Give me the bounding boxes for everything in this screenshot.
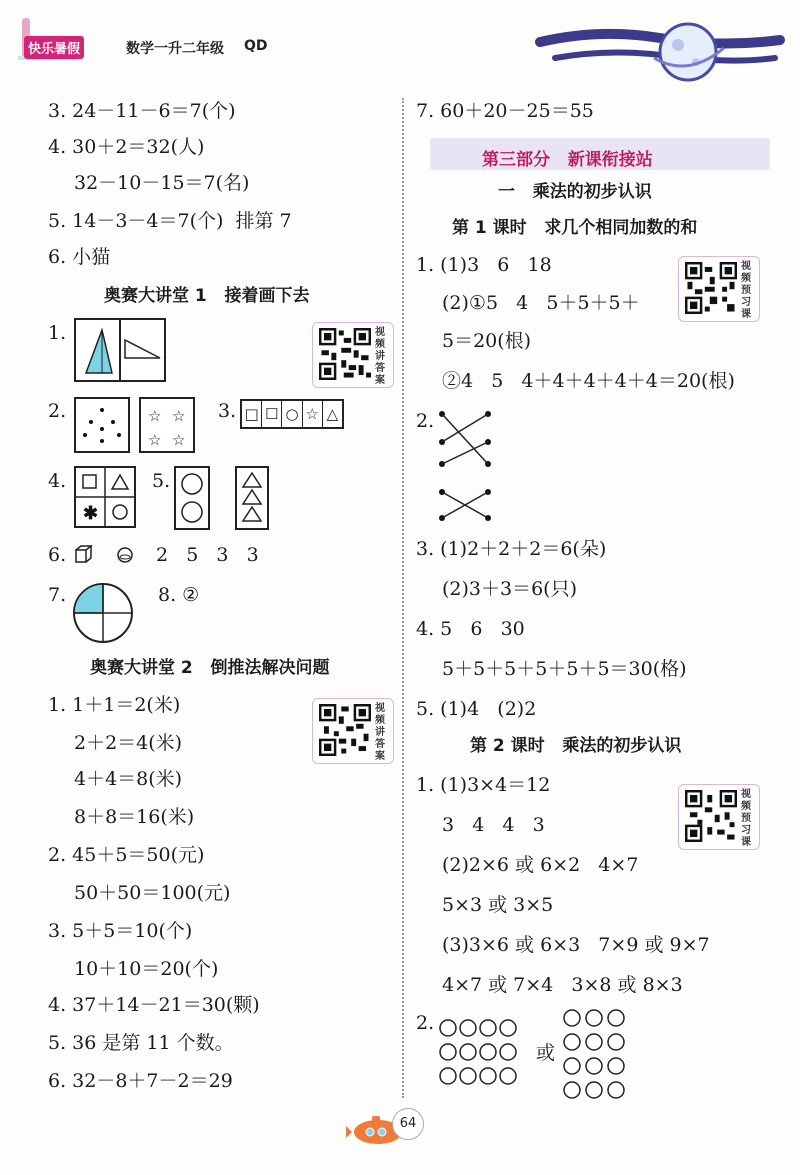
olympiad2-1a: 1. 1＋1＝2(米) [48,694,181,716]
lesson-2-title: 第 2 课时 乘法的初步认识 [470,736,682,756]
lesson1-q1d: ②4 5 4＋4＋4＋4＋4＝20(根) [442,370,735,392]
header-subtitle: 数学一升二年级 [126,41,224,57]
olympiad1-q7-number: 7. [48,584,67,606]
olympiad1-q8-answer: 8. ② [158,584,200,606]
olympiad2-1c: 4＋4＝8(米) [74,768,183,790]
olympiad1-q3-sequence [240,399,344,429]
svg-text:✱: ✱ [83,503,99,524]
column-divider [402,98,404,1098]
lesson1-q1a: 1. (1)3 6 18 [416,254,552,276]
lesson1-q1b: (2)①5 4 5＋5＋5＋ [442,292,640,314]
olympiad2-5: 5. 36 是第 11 个数。 [48,1032,234,1054]
qr-code [319,328,371,380]
olympiad2-3a: 3. 5＋5＝10(个) [48,920,193,942]
olympiad2-4: 4. 37＋14－21＝30(颗) [48,994,260,1016]
part-title: 第三部分 新课衔接站 [482,150,653,170]
answer-5: 5. 14－3－4＝7(个) 排第 7 [48,210,292,232]
qr-code [685,790,737,842]
lesson1-q5: 5. (1)4 (2)2 [416,698,537,720]
olympiad1-q3-number: 3. [218,400,237,422]
olympiad1-q6-number: 6. [48,544,67,566]
lesson2-q1c: (2)2×6 或 6×2 4×7 [442,854,639,876]
circle-icon: ○ [282,401,302,427]
olympiad1-q5-figure [174,466,274,530]
olympiad2-6: 6. 32－8＋7－2＝29 [48,1070,233,1092]
olympiad2-1d: 8＋8＝16(米) [74,806,195,828]
qr-label: 视频讲答案 [375,327,385,386]
qr-video-preview-1[interactable] [678,256,760,322]
qr-label: 视频讲答案 [375,703,385,762]
olympiad2-2b: 50＋50＝100(元) [74,882,231,904]
lesson1-q4a: 4. 5 6 30 [416,618,525,640]
olympiad1-q4-number: 4. [48,470,67,492]
lesson2-q2-circle-array-3x4 [562,1008,632,1100]
square-icon: □ [242,401,262,427]
lesson-1-title: 第 1 课时 求几个相同加数的和 [452,218,698,238]
lesson1-q2-number: 2. [416,410,435,432]
qr-code [319,704,371,756]
lesson1-q2-matching-figure [436,408,496,524]
lesson1-q4b: 5＋5＋5＋5＋5＋5＝30(格) [442,658,687,680]
lesson1-q3b: (2)3＋3＝6(只) [442,578,578,600]
answer-4b: 32－10－15＝7(名) [74,172,250,194]
olympiad1-q7-circle-figure [72,582,134,644]
answer-4a: 4. 30＋2＝32(人) [48,136,205,158]
lesson2-q1d: 5×3 或 3×5 [442,894,554,916]
cylinder-icon [116,546,134,564]
svg-text:☆: ☆ [172,431,186,449]
section-title-olympiad-1: 奥赛大讲堂 1 接着画下去 [104,286,310,306]
header-code: QD [244,38,268,54]
lesson1-q3a: 3. (1)2＋2＋2＝6(朵) [416,538,607,560]
header [0,0,800,90]
lesson1-q1c: 5＝20(根) [442,330,532,352]
unit-title: 一 乘法的初步认识 [498,182,652,202]
qr-code [685,262,737,314]
olympiad1-q1-figure [74,318,166,382]
lesson2-q2-number: 2. [416,1012,435,1034]
lesson2-q1a: 1. (1)3×4＝12 [416,774,551,796]
lesson2-q2-circle-array-4x3 [438,1018,528,1088]
lesson2-q1f: 4×7 或 7×4 3×8 或 8×3 [442,974,683,996]
svg-text:☆: ☆ [148,431,162,449]
olympiad2-1b: 2＋2＝4(米) [74,732,183,754]
triangle-icon: △ [326,405,339,423]
header-badge: 快乐暑假 [24,36,84,59]
page-number: 64 [392,1108,424,1140]
lesson2-q2-or: 或 [536,1042,556,1064]
lesson2-q1e: (3)3×6 或 6×3 7×9 或 9×7 [442,934,710,956]
star-icon: ☆ [303,401,323,427]
olympiad2-3b: 10＋10＝20(个) [74,958,219,980]
svg-text:☆: ☆ [172,407,186,425]
answer-6: 6. 小猫 [48,246,111,268]
olympiad1-q2-figure [74,397,196,453]
svg-text:☆: ☆ [148,407,162,425]
qr-video-preview-2[interactable] [678,784,760,850]
square-icon: ☐ [262,401,282,427]
olympiad1-q6-answer: 2 5 3 3 [156,544,259,566]
section-title-olympiad-2: 奥赛大讲堂 2 倒推法解决问题 [90,658,330,678]
answer-7: 7. 60＋20－25＝55 [416,100,594,122]
olympiad1-q4-figure [74,466,136,528]
cube-icon [74,544,94,564]
olympiad1-q2-number: 2. [48,400,67,422]
qr-label: 视频预习课 [741,261,751,320]
qr-video-answer-1[interactable] [312,322,394,388]
part-title-bar [430,138,770,170]
olympiad1-q5-number: 5. [152,470,171,492]
lesson2-q1b: 3 4 4 3 [442,814,545,836]
qr-video-answer-2[interactable] [312,698,394,764]
qr-label: 视频预习课 [741,789,751,848]
answer-3: 3. 24－11－6＝7(个) [48,100,236,122]
header-decoration [0,0,800,90]
olympiad2-2a: 2. 45＋5＝50(元) [48,844,205,866]
olympiad1-q1-number: 1. [48,322,67,344]
